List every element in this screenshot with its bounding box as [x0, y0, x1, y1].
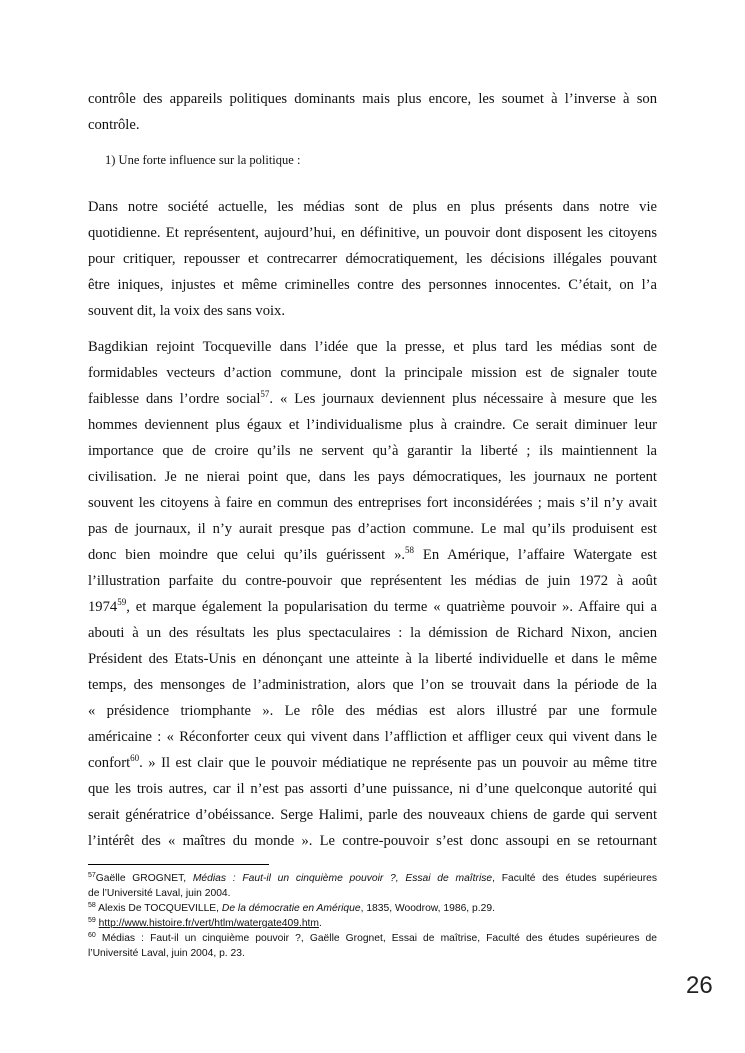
text-line [88, 464, 657, 490]
footnote-link[interactable]: http://www.histoire.fr/vert/htlm/watergate409.htm [98, 918, 319, 929]
text-segment: , et marque également la popularisation du terme « quatrième pouvoir ». Affaire qui a [126, 599, 657, 615]
text-line [88, 542, 657, 568]
text-line [88, 194, 657, 220]
text-line [88, 916, 657, 931]
text-segment: Dans notre société actuelle, les médias sont de plus en plus présents dans notre vie [88, 199, 657, 215]
text-line [88, 750, 657, 776]
text-line [88, 802, 657, 828]
footnote [88, 916, 657, 931]
text-line [88, 871, 657, 886]
text-segment: De la démocratie en Amérique [221, 903, 361, 914]
text-segment: de l’Université Laval, juin 2004. [88, 888, 231, 899]
footnote [88, 901, 657, 916]
text-line [88, 360, 657, 386]
text-line [88, 438, 657, 464]
text-segment: 1974 [88, 599, 118, 615]
text-line [88, 672, 657, 698]
text-segment: , 1835, Woodrow, 1986, p.29. [360, 903, 495, 914]
text-segment: En Amérique, l’affaire Watergate est [414, 547, 657, 563]
text-segment: pas de journaux, il n’y aurait presque pas d’action commune. Le mal qu’ils produisent est [88, 521, 657, 537]
text-segment: Médias : Faut-il un cinquième pouvoir ?, Gaëlle Grognet, Essai de maîtrise, Faculté des études supérieures de [95, 933, 657, 944]
text-segment: souvent les citoyens à faire en commun des entreprises fort inconsidérées ; mais s’il n’y avait [88, 495, 657, 511]
text-line [88, 86, 657, 112]
page-number: 26 [686, 972, 713, 999]
text-line [88, 386, 657, 412]
text-segment: l’intérêt des « maîtres du monde ». Le contre-pouvoir s’est donc assoupi en se retournant [88, 833, 657, 849]
text-segment: . « Les journaux deviennent plus nécessaire à mesure que les [269, 391, 657, 407]
paragraph [88, 194, 657, 324]
text-line [88, 220, 657, 246]
text-segment: . [319, 918, 322, 929]
text-line [88, 334, 657, 360]
text-line [88, 776, 657, 802]
text-segment: civilisation. Je ne nierai point que, dans les pays démocratiques, les journaux ne portent [88, 469, 657, 485]
text-segment: pour critiquer, repousser et contrecarrer démocratiquement, les décisions illégales pouvant [88, 251, 657, 267]
text-segment: contrôle des appareils politiques dominants mais plus encore, les soumet à l’inverse à son [88, 91, 657, 107]
text-segment: souvent dit, la voix des sans voix. [88, 303, 286, 319]
footnote-reference: 57 [88, 872, 96, 879]
text-line [88, 594, 657, 620]
text-segment: , Faculté des études supérieures [492, 873, 657, 884]
text-line [88, 272, 657, 298]
text-line [88, 620, 657, 646]
footnote-reference: 60 [130, 753, 140, 763]
text-segment: Président des Etats-Unis en dénonçant une atteinte à la liberté individuelle et dans le même [88, 651, 657, 667]
footnotes [88, 871, 657, 961]
text-line [88, 828, 657, 854]
footnote-separator [88, 864, 269, 865]
text-segment: Gaëlle GROGNET, [95, 873, 193, 884]
text-segment: américaine : « Réconforter ceux qui vivent dans l’affliction et affliger ceux qui vivent dans le [88, 729, 657, 745]
text-segment: Bagdikian rejoint Tocqueville dans l’idée que la presse, et plus tard les médias sont de [88, 339, 657, 355]
footnote-reference: 59 [117, 597, 127, 607]
text-line [88, 412, 657, 438]
text-segment: abouti à un des résultats les plus spectaculaires : la démission de Richard Nixon, ancien [88, 625, 657, 641]
text-segment: quotidienne. Et représentent, aujourd’hui, en définitive, un pouvoir dont disposent les citoyens [88, 225, 657, 241]
text-segment: importance que de croire qu’ils ne servent qu’à garantir la liberté ; ils maintiennent la [88, 443, 657, 459]
text-line [88, 298, 657, 324]
text-segment: confort [88, 755, 131, 771]
text-line [88, 901, 657, 916]
text-segment: que les trois autres, car il n’est pas assorti d’une puissance, ni d’une quelconque autorité qui [88, 781, 657, 797]
paragraph [88, 86, 657, 138]
text-line [88, 516, 657, 542]
text-line [88, 112, 657, 138]
footnote-reference: 59 [88, 917, 96, 924]
text-segment: l’illustration parfaite du contre-pouvoir que représentent les médias de juin 1972 à août [88, 573, 657, 589]
footnote-reference: 60 [88, 932, 96, 939]
text-segment: serait génératrice d’obéissance. Serge Halimi, parle des nouveaux chiens de garde qui servent [88, 807, 657, 823]
body-text [88, 86, 657, 854]
footnote-reference: 57 [260, 389, 270, 399]
footnote [88, 931, 657, 961]
text-segment: faiblesse dans l’ordre social [88, 391, 261, 407]
text-segment: Alexis De TOCQUEVILLE, [95, 903, 222, 914]
text-line [88, 568, 657, 594]
text-segment: donc bien moindre que celui qu’ils guérissent ». [88, 547, 406, 563]
paragraphs-before [88, 86, 657, 138]
text-segment: Médias : Faut-il un cinquième pouvoir ?, Essai de maîtrise [192, 873, 493, 884]
text-line [88, 698, 657, 724]
paragraphs [88, 194, 657, 854]
text-line [88, 646, 657, 672]
text-segment: être iniques, injustes et même criminelles contre des personnes innocentes. C’était, on l’a [88, 277, 657, 293]
text-line [88, 931, 657, 946]
text-line [88, 246, 657, 272]
footnote-reference: 58 [88, 902, 96, 909]
footnote [88, 871, 657, 901]
text-segment: « présidence triomphante ». Le rôle des médias est alors illustré par une formule [88, 703, 657, 719]
text-segment: l’Université Laval, juin 2004, p. 23. [88, 948, 245, 959]
text-segment: formidables vecteurs d’action commune, dont la principale mission est de signaler toute [88, 365, 657, 381]
text-line [88, 886, 657, 901]
footnote-reference: 58 [405, 545, 415, 555]
text-segment: contrôle. [88, 117, 140, 133]
text-line [88, 490, 657, 516]
text-line [88, 724, 657, 750]
text-segment: . » Il est clair que le pouvoir médiatique ne représente pas un pouvoir au même titre [139, 755, 657, 771]
section-heading: 1) Une forte influence sur la politique : [105, 153, 301, 167]
paragraph [88, 334, 657, 854]
text-segment: hommes deviennent plus égaux et l’individualisme plus à craindre. Ce serait diminuer leur [88, 417, 657, 433]
text-segment: temps, des mensonges de l’administration, alors que l’on se trouvait dans la période de la [88, 677, 657, 693]
text-line [88, 946, 657, 961]
